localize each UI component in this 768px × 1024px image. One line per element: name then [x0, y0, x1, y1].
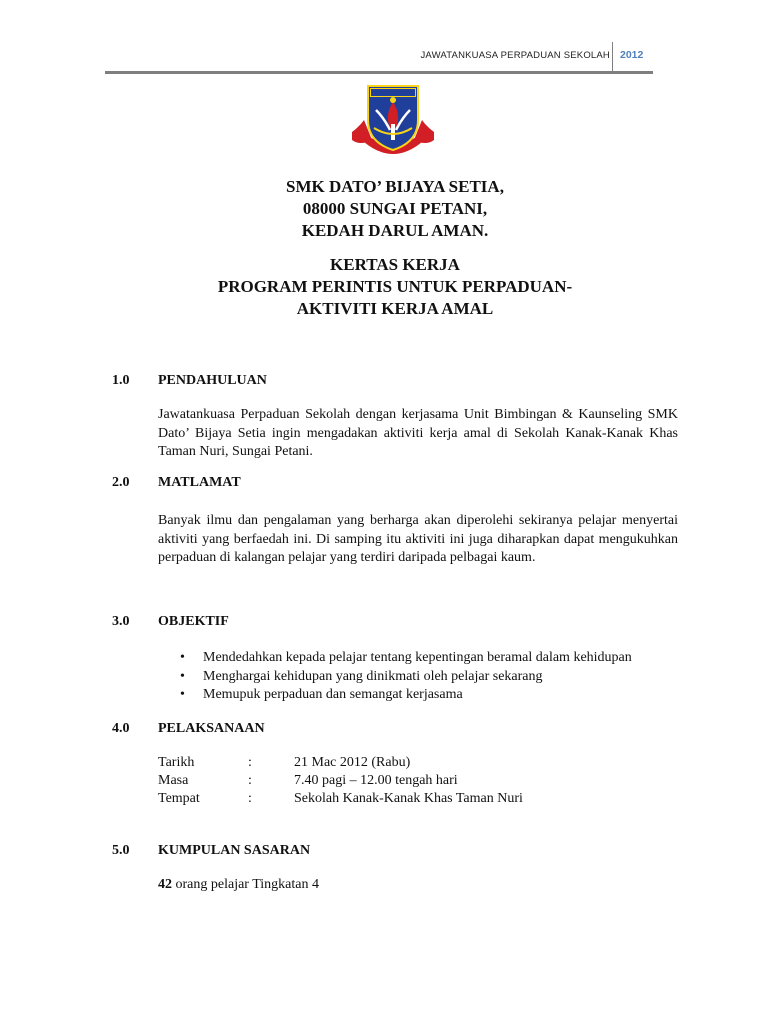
section-4-number: 4.0	[112, 721, 130, 736]
target-count: 42	[158, 877, 172, 892]
header-rule	[105, 71, 653, 74]
detail-value-venue: Sekolah Kanak-Kanak Khas Taman Nuri	[294, 791, 523, 806]
header-year: 2012	[620, 49, 644, 61]
bullet-icon: •	[180, 650, 185, 665]
section-3-number: 3.0	[112, 614, 130, 629]
objective-text: Menghargai kehidupan yang dinikmati oleh pelajar sekarang	[203, 668, 543, 684]
list-item	[158, 668, 698, 687]
section-2-text: Banyak ilmu dan pengalaman yang berharga akan diperolehi sekiranya pelajar menyertai aktiviti yang berfaedah ini. Di samping itu aktiviti ini juga diharapkan dapat mengukuhkan perpaduan di kalangan pelajar yang terdiri daripada pelbagai kaum.	[158, 513, 678, 565]
school-crest-logo	[350, 80, 436, 158]
section-1-text: Jawatankuasa Perpaduan Sekolah dengan kerjasama Unit Bimbingan & Kaunseling SMK Dato’ Bijaya Setia ingin mengadakan aktiviti kerja amal di Sekolah Kanak-Kanak Khas Taman Nuri, Sungai Petani.	[158, 407, 678, 459]
school-postcode-town: 08000 SUNGAI PETANI,	[302, 199, 488, 218]
objective-text: Memupuk perpaduan dan semangat kerjasama	[203, 687, 463, 702]
header-divider	[612, 42, 613, 74]
school-state: KEDAH DARUL AMAN.	[301, 221, 489, 240]
list-item	[158, 686, 698, 705]
section-1-title: PENDAHULUAN	[158, 373, 267, 388]
target-description: orang pelajar Tingkatan 4	[175, 877, 319, 892]
detail-value-time: 7.40 pagi – 12.00 tengah hari	[294, 773, 458, 788]
list-item	[158, 649, 698, 668]
section-1-number: 1.0	[112, 373, 130, 388]
detail-separator: :	[248, 755, 252, 770]
bullet-icon: •	[180, 687, 185, 702]
detail-separator: :	[248, 791, 252, 806]
school-name: SMK DATO’ BIJAYA SETIA,	[286, 177, 504, 196]
detail-value-date: 21 Mac 2012 (Rabu)	[294, 755, 411, 770]
paper-title-line1: KERTAS KERJA	[330, 255, 460, 274]
bullet-icon: •	[180, 668, 185, 684]
objectives-list	[158, 649, 698, 705]
section-2-number: 2.0	[112, 475, 130, 490]
section-3-title: OBJEKTIF	[158, 614, 229, 629]
section-5-title: KUMPULAN SASARAN	[158, 843, 311, 858]
section-5-number: 5.0	[112, 843, 130, 858]
header-committee: JAWATANKUASA PERPADUAN SEKOLAH	[420, 50, 610, 61]
detail-separator: :	[248, 773, 252, 788]
paper-title-line2: PROGRAM PERINTIS UNTUK PERPADUAN-	[217, 277, 573, 296]
detail-label-time: Masa	[158, 773, 189, 788]
detail-label-venue: Tempat	[158, 791, 200, 806]
objective-text: Mendedahkan kepada pelajar tentang kepentingan beramal dalam kehidupan	[203, 650, 632, 665]
paper-title	[100, 254, 690, 320]
school-address	[100, 176, 690, 242]
detail-label-date: Tarikh	[158, 755, 195, 770]
target-group	[158, 877, 319, 893]
section-2-title: MATLAMAT	[158, 475, 241, 490]
paper-title-line3: AKTIVITI KERJA AMAL	[296, 299, 494, 318]
section-4-title: PELAKSANAAN	[158, 721, 265, 736]
